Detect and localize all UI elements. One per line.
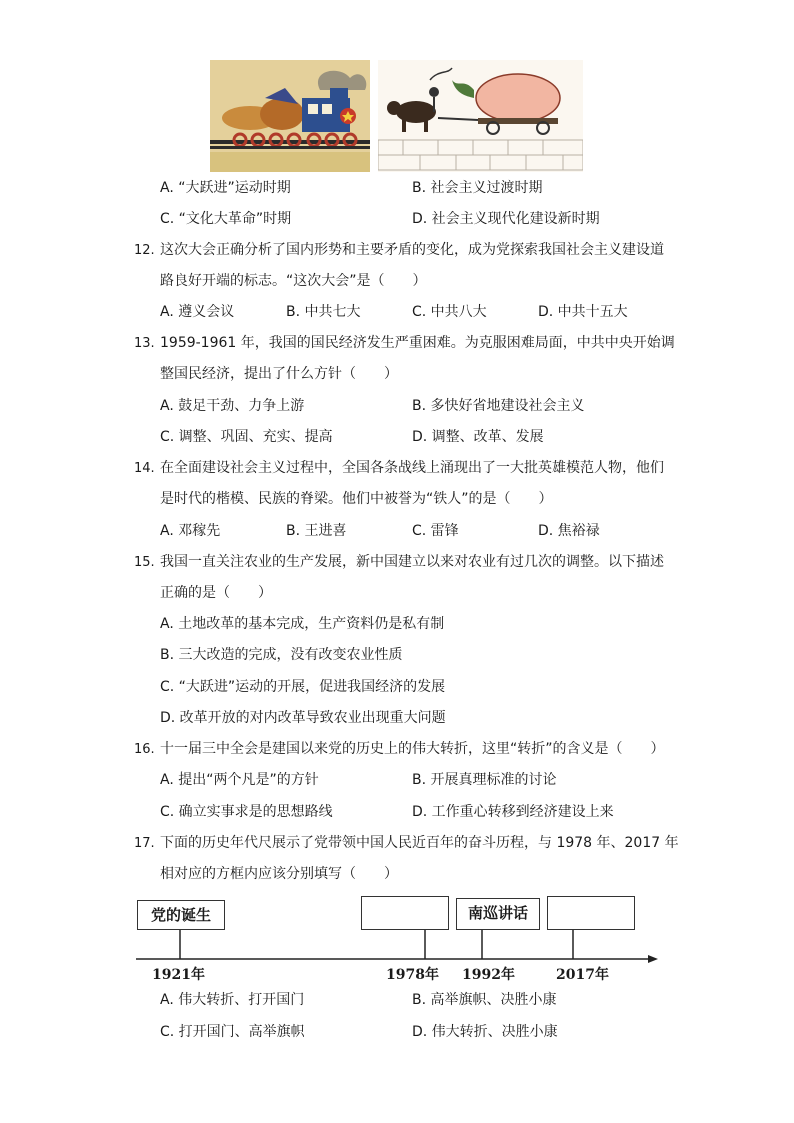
q17-option-d: D. 伟大转折、决胜小康 (412, 1024, 558, 1040)
q12-stem-line1: 这次大会正确分析了国内形势和主要矛盾的变化，成为党探索我国社会主义建设道 (160, 242, 664, 258)
q11-option-a: A. “大跃进”运动时期 (160, 180, 291, 196)
q16-stem-line1: 十一届三中全会是建国以来党的历史上的伟大转折，这里“转折”的含义是（ ） (160, 741, 665, 757)
q15-stem-line2: 正确的是（ ） (160, 585, 272, 601)
q13-option-d: D. 调整、改革、发展 (412, 429, 544, 445)
q12-option-c: C. 中共八大 (412, 304, 487, 320)
timeline-year-2017: 2017年 (556, 967, 609, 983)
q14-stem-line1: 在全面建设社会主义过程中，全国各条战线上涌现出了一大批英雄模范人物，他们 (160, 460, 664, 476)
q15-number: 15. (134, 555, 155, 570)
q15-option-b: B. 三大改造的完成，没有改变农业性质 (160, 647, 403, 663)
q13-stem-line2: 整国民经济，提出了什么方针（ ） (160, 366, 398, 382)
timeline-box-1921: 党的诞生 (137, 900, 225, 930)
q17-option-c: C. 打开国门、高举旗帜 (160, 1024, 305, 1040)
q16-option-a: A. 提出“两个凡是”的方针 (160, 772, 319, 788)
train-cartoon-image (210, 60, 370, 172)
q14-option-b: B. 王进喜 (286, 523, 347, 539)
ox-cart-cartoon-image (378, 60, 583, 172)
q17-option-a: A. 伟大转折、打开国门 (160, 992, 305, 1008)
q14-option-d: D. 焦裕禄 (538, 523, 600, 539)
q13-number: 13. (134, 336, 155, 351)
q13-option-b: B. 多快好省地建设社会主义 (412, 398, 585, 414)
q16-number: 16. (134, 742, 155, 757)
q16-option-b: B. 开展真理标准的讨论 (412, 772, 557, 788)
q15-option-c: C. “大跃进”运动的开展，促进我国经济的发展 (160, 679, 446, 695)
q11-option-d: D. 社会主义现代化建设新时期 (412, 211, 600, 227)
q13-stem-line1: 1959-1961 年，我国的国民经济发生严重困难。为克服困难局面，中共中央开始调 (160, 335, 675, 351)
timeline-year-1978: 1978年 (386, 967, 439, 983)
q12-option-d: D. 中共十五大 (538, 304, 628, 320)
q17-stem-line1: 下面的历史年代尺展示了党带领中国人民近百年的奋斗历程，与 1978 年、2017 年 (160, 835, 679, 851)
q13-option-a: A. 鼓足干劲、力争上游 (160, 398, 305, 414)
q14-stem-line2: 是时代的楷模、民族的脊梁。他们中被誉为“铁人”的是（ ） (160, 491, 553, 507)
q13-option-c: C. 调整、巩固、充实、提高 (160, 429, 333, 445)
q17-option-b: B. 高举旗帜、决胜小康 (412, 992, 557, 1008)
q12-number: 12. (134, 243, 155, 258)
q12-option-b: B. 中共七大 (286, 304, 361, 320)
q16-option-d: D. 工作重心转移到经济建设上来 (412, 804, 614, 820)
q12-option-a: A. 遵义会议 (160, 304, 235, 320)
ox-cart-illustration (378, 60, 583, 172)
q14-option-c: C. 雷锋 (412, 523, 459, 539)
q15-stem-line1: 我国一直关注农业的生产发展，新中国建立以来对农业有过几次的调整。以下描述 (160, 554, 664, 570)
q11-option-b: B. 社会主义过渡时期 (412, 180, 543, 196)
q17-number: 17. (134, 836, 155, 851)
q16-option-c: C. 确立实事求是的思想路线 (160, 804, 333, 820)
timeline-box-1978-blank (361, 896, 449, 930)
timeline-box-2017-blank (547, 896, 635, 930)
q15-option-a: A. 土地改革的基本完成，生产资料仍是私有制 (160, 616, 445, 632)
q12-stem-line2: 路良好开端的标志。“这次大会”是（ ） (160, 273, 427, 289)
q14-option-a: A. 邓稼先 (160, 523, 221, 539)
timeline-year-1992: 1992年 (462, 967, 515, 983)
timeline-box-1992: 南巡讲话 (456, 898, 540, 930)
q17-stem-line2: 相对应的方框内应该分别填写（ ） (160, 866, 398, 882)
timeline-year-1921: 1921年 (152, 967, 205, 983)
q14-number: 14. (134, 461, 155, 476)
q15-option-d: D. 改革开放的对内改革导致农业出现重大问题 (160, 710, 446, 726)
q11-option-c: C. “文化大革命”时期 (160, 211, 292, 227)
train-illustration (210, 60, 370, 172)
